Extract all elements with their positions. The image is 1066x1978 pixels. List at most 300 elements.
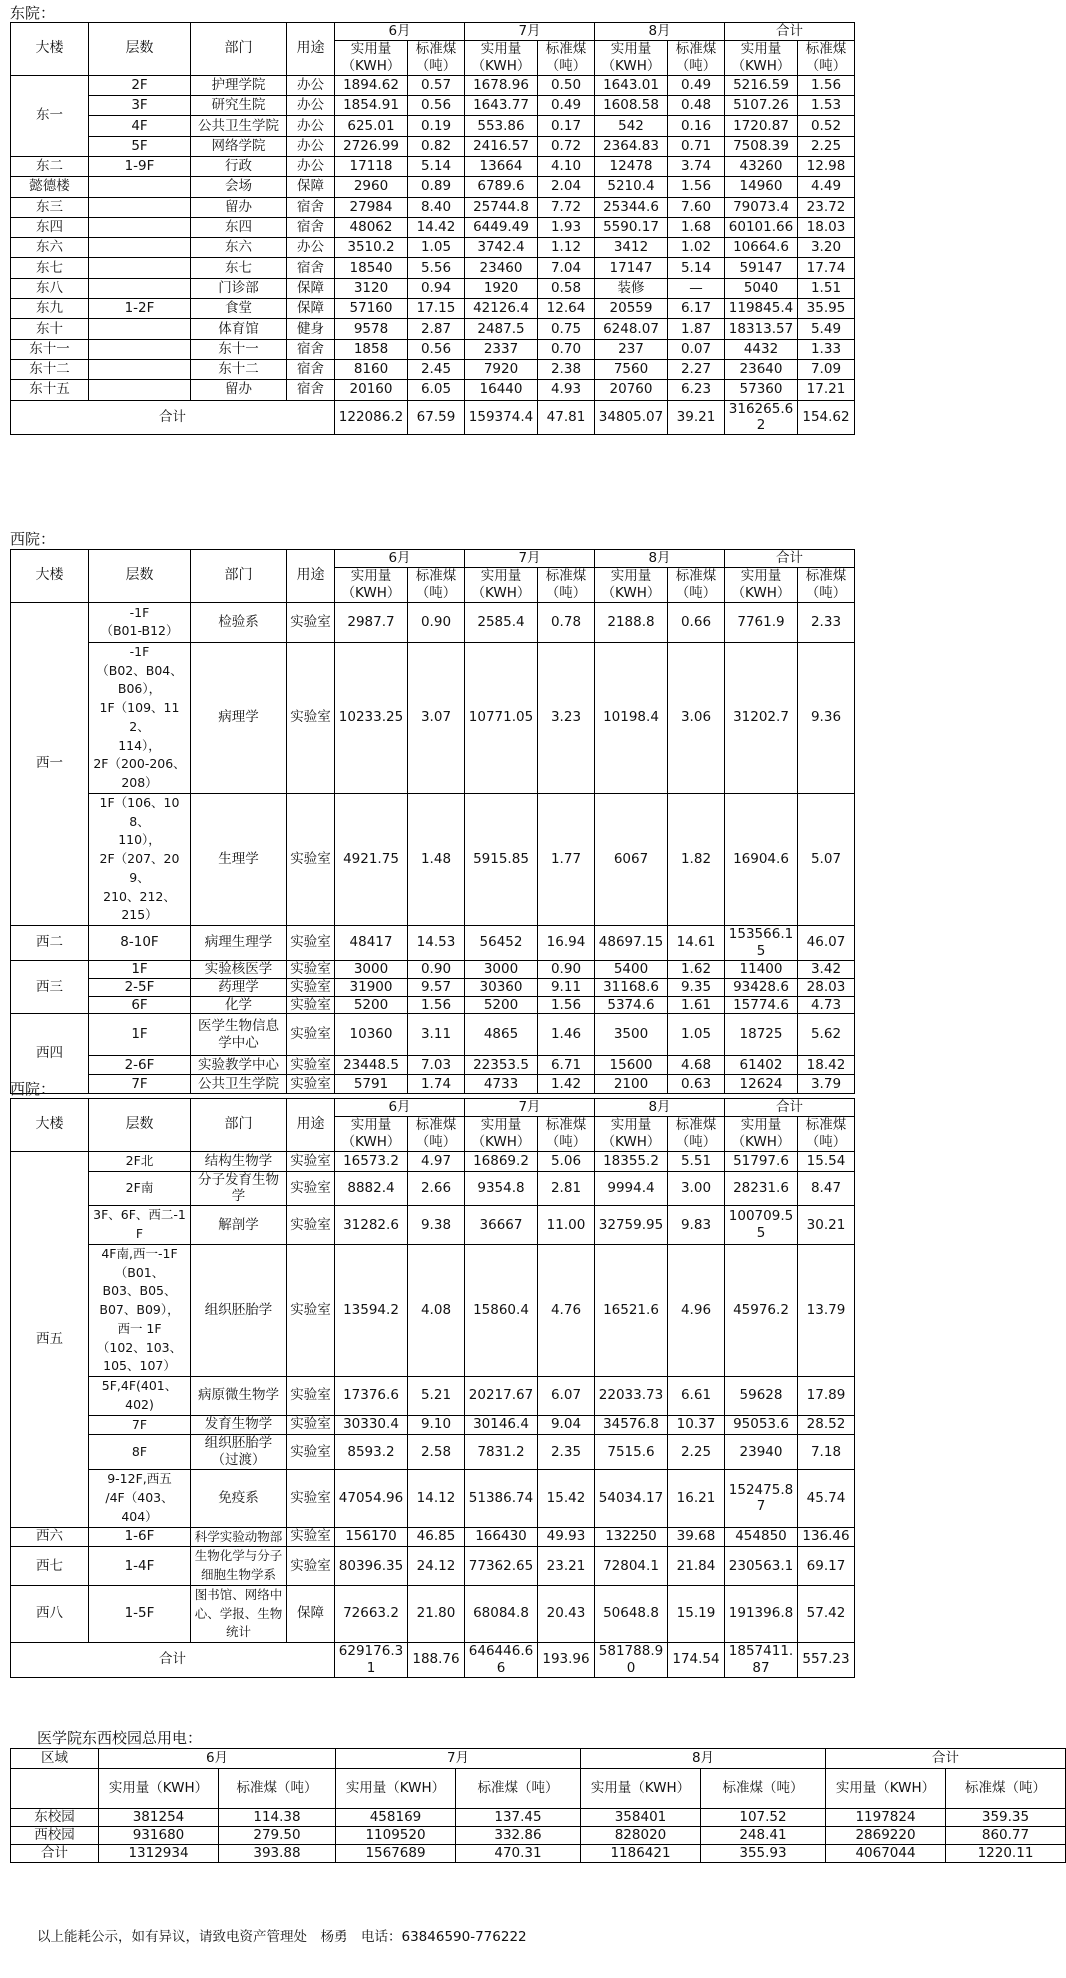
- table-cell: 7.04: [538, 258, 595, 278]
- table-cell: 9.11: [538, 978, 595, 996]
- table-cell: 1608.58: [595, 96, 668, 116]
- table-cell: 23460: [465, 258, 538, 278]
- building-cell: 西五: [11, 1151, 89, 1527]
- table-cell: 12624: [725, 1075, 798, 1094]
- table-cell: 646446.66: [465, 1643, 538, 1678]
- table-cell: 153566.15: [725, 926, 798, 961]
- table-cell: 东九: [11, 299, 89, 319]
- table-cell: 16440: [465, 380, 538, 400]
- table-cell: 20217.67: [465, 1377, 538, 1416]
- table-cell: 45.74: [798, 1470, 855, 1527]
- table-cell: 病理生理学: [191, 926, 287, 961]
- table-cell: 懿德楼: [11, 177, 89, 197]
- table-cell: 136.46: [798, 1527, 855, 1547]
- table-cell: 28.52: [798, 1415, 855, 1435]
- table-cell: 1197824: [826, 1809, 946, 1827]
- table-cell: 542: [595, 116, 668, 136]
- table-cell: 1858: [335, 339, 408, 359]
- table-cell: [89, 217, 191, 237]
- table-cell: 39.68: [668, 1527, 725, 1547]
- subheader-cell: 实用量 （KWH）: [725, 1117, 798, 1152]
- table-cell: 东十一: [11, 339, 89, 359]
- subheader-cell: 标准煤（吨）: [946, 1769, 1066, 1809]
- table-cell: 18725: [725, 1014, 798, 1056]
- table-cell: 宿舍: [287, 380, 335, 400]
- column-header: 6月: [335, 1099, 465, 1117]
- table-cell: 2726.99: [335, 136, 408, 156]
- table-cell: 1.05: [408, 238, 465, 258]
- table-cell: 20.43: [538, 1585, 595, 1642]
- table-cell: 1.33: [798, 339, 855, 359]
- subheader-cell: 标准煤 （吨）: [538, 1117, 595, 1152]
- table-cell: 5F: [89, 136, 191, 156]
- table-cell: 2F: [89, 75, 191, 95]
- table-cell: 4.49: [798, 177, 855, 197]
- table-cell: 9354.8: [465, 1171, 538, 1206]
- table-cell: 0.63: [668, 1075, 725, 1094]
- table-cell: 7761.9: [725, 602, 798, 642]
- table-cell: 3.79: [798, 1075, 855, 1094]
- table-cell: 西八: [11, 1585, 89, 1642]
- subheader-cell: 实用量 （KWH）: [595, 568, 668, 603]
- table-cell: 9.57: [408, 978, 465, 996]
- table-cell: 359.35: [946, 1809, 1066, 1827]
- table-cell: 实验室: [287, 1527, 335, 1547]
- table-cell: 实验室: [287, 793, 335, 925]
- building-cell: 西三: [11, 960, 89, 1014]
- column-header: 层数: [89, 550, 191, 603]
- table-cell: 14.53: [408, 926, 465, 961]
- subheader-cell: 实用量 （KWH）: [725, 568, 798, 603]
- table-cell: 东三: [11, 197, 89, 217]
- table-cell: 0.71: [668, 136, 725, 156]
- table-cell: 2.58: [408, 1435, 465, 1470]
- table-cell: 5400: [595, 960, 668, 978]
- table-cell: 0.75: [538, 319, 595, 339]
- table-row: [11, 1206, 855, 1245]
- table-cell: 114.38: [219, 1809, 336, 1827]
- table-cell: 5200: [335, 996, 408, 1014]
- table-cell: 59147: [725, 258, 798, 278]
- table-cell: 0.66: [668, 602, 725, 642]
- table-cell: 0.49: [668, 75, 725, 95]
- subheader-cell: 实用量 （KWH）: [335, 41, 408, 76]
- table-cell: 2960: [335, 177, 408, 197]
- table-cell: 保障: [287, 177, 335, 197]
- table-cell: 27984: [335, 197, 408, 217]
- table-cell: 4.73: [798, 996, 855, 1014]
- table-cell: 6789.6: [465, 177, 538, 197]
- table-cell: 7.60: [668, 197, 725, 217]
- table-cell: 3.42: [798, 960, 855, 978]
- table-cell: 实验室: [287, 1435, 335, 1470]
- table-cell: 1.51: [798, 278, 855, 298]
- table-cell: 39.21: [668, 400, 725, 435]
- column-header: 区域: [11, 1749, 99, 1769]
- table-cell: 0.82: [408, 136, 465, 156]
- table-cell: 3000: [335, 960, 408, 978]
- table-cell: [89, 238, 191, 258]
- table-cell: 49.93: [538, 1527, 595, 1547]
- table-cell: 57.42: [798, 1585, 855, 1642]
- table-cell: 629176.31: [335, 1643, 408, 1678]
- table-cell: 办公: [287, 156, 335, 176]
- table-cell: 西校园: [11, 1827, 99, 1845]
- table-cell: 1.56: [668, 177, 725, 197]
- subheader-cell: 实用量 （KWH）: [465, 41, 538, 76]
- table-cell: 47.81: [538, 400, 595, 435]
- table-cell: 69.17: [798, 1547, 855, 1586]
- table-cell: 107.52: [701, 1809, 826, 1827]
- table-cell: 17.15: [408, 299, 465, 319]
- table-cell: 办公: [287, 116, 335, 136]
- table-cell: 54034.17: [595, 1470, 668, 1527]
- table-cell: 21.80: [408, 1585, 465, 1642]
- table-cell: -1F （B02、B04、 B06）， 1F（109、112、 114）， 2F（200-206、 208）: [89, 642, 191, 793]
- table-cell: 病原微生物学: [191, 1377, 287, 1416]
- table-cell: 东十: [11, 319, 89, 339]
- table-cell: 实验室: [287, 1014, 335, 1056]
- table-cell: 7.18: [798, 1435, 855, 1470]
- table-cell: 18.03: [798, 217, 855, 237]
- table-cell: 14.61: [668, 926, 725, 961]
- subheader-cell: 标准煤 （吨）: [798, 1117, 855, 1152]
- table-cell: 2-5F: [89, 978, 191, 996]
- table-cell: 230563.1: [725, 1547, 798, 1586]
- table-cell: 实验室: [287, 1415, 335, 1435]
- table-cell: 东十五: [11, 380, 89, 400]
- table-cell: 1F（106、108、 110）， 2F（207、209、 210、212、 215）: [89, 793, 191, 925]
- table-cell: 6449.49: [465, 217, 538, 237]
- table-cell: 西二: [11, 926, 89, 961]
- table-cell: 34805.07: [595, 400, 668, 435]
- table-cell: 132250: [595, 1527, 668, 1547]
- table-cell: 1-2F: [89, 299, 191, 319]
- table-cell: 2F北: [89, 1151, 191, 1171]
- table-row: [11, 1056, 855, 1075]
- table-cell: 10198.4: [595, 642, 668, 793]
- table-cell: 7F: [89, 1415, 191, 1435]
- table-cell: 实验室: [287, 1075, 335, 1094]
- column-header: 合计: [725, 550, 855, 568]
- table-cell: 24.12: [408, 1547, 465, 1586]
- table-cell: 4.96: [668, 1244, 725, 1376]
- header-row: [11, 1099, 855, 1117]
- table-cell: 5.06: [538, 1151, 595, 1171]
- table-cell: 6.05: [408, 380, 465, 400]
- table-cell: 3.00: [668, 1171, 725, 1206]
- table-cell: 30.21: [798, 1206, 855, 1245]
- table-row: [11, 1547, 855, 1586]
- table-cell: 9.35: [668, 978, 725, 996]
- table-cell: 4F: [89, 116, 191, 136]
- table-cell: 2.35: [538, 1435, 595, 1470]
- table-cell: 东七: [11, 258, 89, 278]
- table-cell: 0.90: [408, 602, 465, 642]
- table-cell: 2.87: [408, 319, 465, 339]
- table-cell: 393.88: [219, 1845, 336, 1863]
- table-cell: 1186421: [581, 1845, 701, 1863]
- header-row: [11, 550, 855, 568]
- table-row: [11, 1585, 855, 1642]
- table-cell: 28231.6: [725, 1171, 798, 1206]
- table-cell: -1F （B01-B12）: [89, 602, 191, 642]
- column-header: 大楼: [11, 23, 89, 76]
- table-row: [11, 96, 855, 116]
- table-cell: 3500: [595, 1014, 668, 1056]
- table-cell: 9.38: [408, 1206, 465, 1245]
- table-cell: 137.45: [456, 1809, 581, 1827]
- table-cell: 11.00: [538, 1206, 595, 1245]
- table-cell: 20760: [595, 380, 668, 400]
- table-cell: 1.77: [538, 793, 595, 925]
- table-cell: 17147: [595, 258, 668, 278]
- table-cell: 7F: [89, 1075, 191, 1094]
- table-cell: 5915.85: [465, 793, 538, 925]
- table-row: [11, 177, 855, 197]
- table-cell: 2987.7: [335, 602, 408, 642]
- table-cell: 581788.90: [595, 1643, 668, 1678]
- table-cell: 1.05: [668, 1014, 725, 1056]
- table-cell: 4F南,西一-1F（B01、 B03、B05、 B07、B09）， 西一 1F （102、103、 105、107）: [89, 1244, 191, 1376]
- table-cell: 3.23: [538, 642, 595, 793]
- table-cell: 2F南: [89, 1171, 191, 1206]
- table-cell: 3742.4: [465, 238, 538, 258]
- table-cell: 11400: [725, 960, 798, 978]
- table-cell: 14960: [725, 177, 798, 197]
- table-cell: [89, 359, 191, 379]
- table-cell: 1.42: [538, 1075, 595, 1094]
- table-cell: 病理学: [191, 642, 287, 793]
- table-cell: 门诊部: [191, 278, 287, 298]
- table-cell: 57360: [725, 380, 798, 400]
- table-cell: 2364.83: [595, 136, 668, 156]
- table-cell: 7508.39: [725, 136, 798, 156]
- table-cell: 4.68: [668, 1056, 725, 1075]
- column-header: 大楼: [11, 550, 89, 603]
- table-cell: 1-9F: [89, 156, 191, 176]
- table-cell: 60101.66: [725, 217, 798, 237]
- table-cell: 6.07: [538, 1377, 595, 1416]
- column-header: 大楼: [11, 1099, 89, 1152]
- table-cell: 1.46: [538, 1014, 595, 1056]
- table-row: [11, 1415, 855, 1435]
- table-cell: 12.64: [538, 299, 595, 319]
- table-cell: 8.47: [798, 1171, 855, 1206]
- table-row: [11, 793, 855, 925]
- table-row: [11, 978, 855, 996]
- table-cell: 生理学: [191, 793, 287, 925]
- subheader-cell: 实用量 （KWH）: [595, 41, 668, 76]
- table-cell: 2.66: [408, 1171, 465, 1206]
- table-cell: 0.56: [408, 339, 465, 359]
- table-cell: 宿舍: [287, 217, 335, 237]
- total-label: 合计: [11, 400, 335, 435]
- table-cell: 77362.65: [465, 1547, 538, 1586]
- table-cell: 14.42: [408, 217, 465, 237]
- table-cell: 625.01: [335, 116, 408, 136]
- table-cell: [89, 380, 191, 400]
- table-cell: 实验室: [287, 1056, 335, 1075]
- table-cell: 10360: [335, 1014, 408, 1056]
- table-cell: 4733: [465, 1075, 538, 1094]
- table-cell: 4.76: [538, 1244, 595, 1376]
- west-section-title-1: 西院：: [10, 530, 56, 548]
- table-cell: 316265.62: [725, 400, 798, 435]
- table-cell: 18355.2: [595, 1151, 668, 1171]
- table-cell: 61402: [725, 1056, 798, 1075]
- east-campus-table: [10, 22, 855, 435]
- building-cell: 西四: [11, 1014, 89, 1094]
- table-cell: 31900: [335, 978, 408, 996]
- table-cell: 1-5F: [89, 1585, 191, 1642]
- table-cell: 实验教学中心: [191, 1056, 287, 1075]
- table-cell: 174.54: [668, 1643, 725, 1678]
- west-campus-table-1: [10, 549, 855, 1094]
- table-cell: 1F: [89, 960, 191, 978]
- table-cell: 研究生院: [191, 96, 287, 116]
- table-row: [11, 1527, 855, 1547]
- table-cell: 1720.87: [725, 116, 798, 136]
- table-cell: 组织胚胎学: [191, 1244, 287, 1376]
- table-cell: 1.61: [668, 996, 725, 1014]
- footer-note: 以上能耗公示，如有异议，请致电资产管理处 杨勇 电话：63846590-776222: [37, 1929, 527, 1945]
- table-cell: 100709.55: [725, 1206, 798, 1245]
- table-cell: 办公: [287, 75, 335, 95]
- column-header: 8月: [581, 1749, 826, 1769]
- table-row: [11, 197, 855, 217]
- column-header: 用途: [287, 550, 335, 603]
- table-cell: 154.62: [798, 400, 855, 435]
- table-cell: 828020: [581, 1827, 701, 1845]
- table-cell: 16869.2: [465, 1151, 538, 1171]
- column-header: 用途: [287, 1099, 335, 1152]
- table-cell: 0.56: [408, 96, 465, 116]
- table-cell: 13.79: [798, 1244, 855, 1376]
- total-row: [11, 1643, 855, 1678]
- table-cell: 30146.4: [465, 1415, 538, 1435]
- table-cell: 5.21: [408, 1377, 465, 1416]
- table-cell: 13664: [465, 156, 538, 176]
- table-cell: 9-12F,西五 /4F（403、 404）: [89, 1470, 191, 1527]
- table-cell: 食堂: [191, 299, 287, 319]
- subheader-cell: 实用量（KWH）: [336, 1769, 456, 1809]
- table-cell: 保障: [287, 278, 335, 298]
- table-cell: 2487.5: [465, 319, 538, 339]
- table-cell: 1.56: [538, 996, 595, 1014]
- table-cell: 12.98: [798, 156, 855, 176]
- table-cell: 51797.6: [725, 1151, 798, 1171]
- table-cell: [89, 339, 191, 359]
- table-cell: 1.74: [408, 1075, 465, 1094]
- table-cell: 3120: [335, 278, 408, 298]
- table-cell: 80396.35: [335, 1547, 408, 1586]
- column-header: 7月: [465, 1099, 595, 1117]
- table-cell: 15.19: [668, 1585, 725, 1642]
- table-cell: 5216.59: [725, 75, 798, 95]
- table-cell: 7831.2: [465, 1435, 538, 1470]
- table-row: [11, 217, 855, 237]
- table-cell: 实验室: [287, 1470, 335, 1527]
- table-cell: 193.96: [538, 1643, 595, 1678]
- total-row: [11, 400, 855, 435]
- subheader-cell: 实用量 （KWH）: [725, 41, 798, 76]
- table-cell: 0.57: [408, 75, 465, 95]
- table-cell: 2.27: [668, 359, 725, 379]
- west-section-title-2: 西院：: [10, 1080, 56, 1098]
- table-cell: 宿舍: [287, 258, 335, 278]
- table-cell: 21.84: [668, 1547, 725, 1586]
- column-header: 8月: [595, 1099, 725, 1117]
- header-row: [11, 1749, 1066, 1769]
- subheader-cell: 标准煤 （吨）: [408, 568, 465, 603]
- column-header: 层数: [89, 1099, 191, 1152]
- subheader-row: [11, 1769, 1066, 1809]
- table-cell: 留办: [191, 197, 287, 217]
- table-cell: 东四: [11, 217, 89, 237]
- table-cell: 护理学院: [191, 75, 287, 95]
- table-cell: 3.07: [408, 642, 465, 793]
- table-cell: 结构生物学: [191, 1151, 287, 1171]
- table-row: [11, 258, 855, 278]
- table-cell: 5.62: [798, 1014, 855, 1056]
- table-cell: 860.77: [946, 1827, 1066, 1845]
- column-header: 8月: [595, 23, 725, 41]
- table-cell: 0.19: [408, 116, 465, 136]
- table-cell: 931680: [99, 1827, 219, 1845]
- table-cell: 解剖学: [191, 1206, 287, 1245]
- table-cell: 1920: [465, 278, 538, 298]
- table-cell: 3.11: [408, 1014, 465, 1056]
- subheader-cell: 标准煤（吨）: [219, 1769, 336, 1809]
- table-cell: 18.42: [798, 1056, 855, 1075]
- table-cell: 34576.8: [595, 1415, 668, 1435]
- table-cell: 行政: [191, 156, 287, 176]
- table-cell: 4067044: [826, 1845, 946, 1863]
- table-cell: 5.56: [408, 258, 465, 278]
- table-cell: 体育馆: [191, 319, 287, 339]
- table-cell: 332.86: [456, 1827, 581, 1845]
- table-cell: 2100: [595, 1075, 668, 1094]
- table-cell: 宿舍: [287, 339, 335, 359]
- subheader-cell: 实用量（KWH）: [99, 1769, 219, 1809]
- table-cell: 7.03: [408, 1056, 465, 1075]
- table-cell: 东一: [11, 75, 89, 156]
- table-row: [11, 1435, 855, 1470]
- table-cell: 东十一: [191, 339, 287, 359]
- table-cell: 16573.2: [335, 1151, 408, 1171]
- subheader-cell: 实用量 （KWH）: [595, 1117, 668, 1152]
- subheader-cell: 实用量 （KWH）: [335, 1117, 408, 1152]
- table-cell: 8593.2: [335, 1435, 408, 1470]
- column-header: 合计: [826, 1749, 1066, 1769]
- table-row: [11, 299, 855, 319]
- table-cell: 9.04: [538, 1415, 595, 1435]
- table-cell: 5.07: [798, 793, 855, 925]
- table-cell: 470.31: [456, 1845, 581, 1863]
- table-row: [11, 339, 855, 359]
- table-row: [11, 996, 855, 1014]
- table-cell: 6067: [595, 793, 668, 925]
- empty-cell: [11, 1769, 99, 1809]
- table-cell: 18313.57: [725, 319, 798, 339]
- table-cell: 0.52: [798, 116, 855, 136]
- table-cell: 实验室: [287, 926, 335, 961]
- table-cell: 458169: [336, 1809, 456, 1827]
- table-cell: 9.83: [668, 1206, 725, 1245]
- table-cell: 152475.87: [725, 1470, 798, 1527]
- table-cell: 23.21: [538, 1547, 595, 1586]
